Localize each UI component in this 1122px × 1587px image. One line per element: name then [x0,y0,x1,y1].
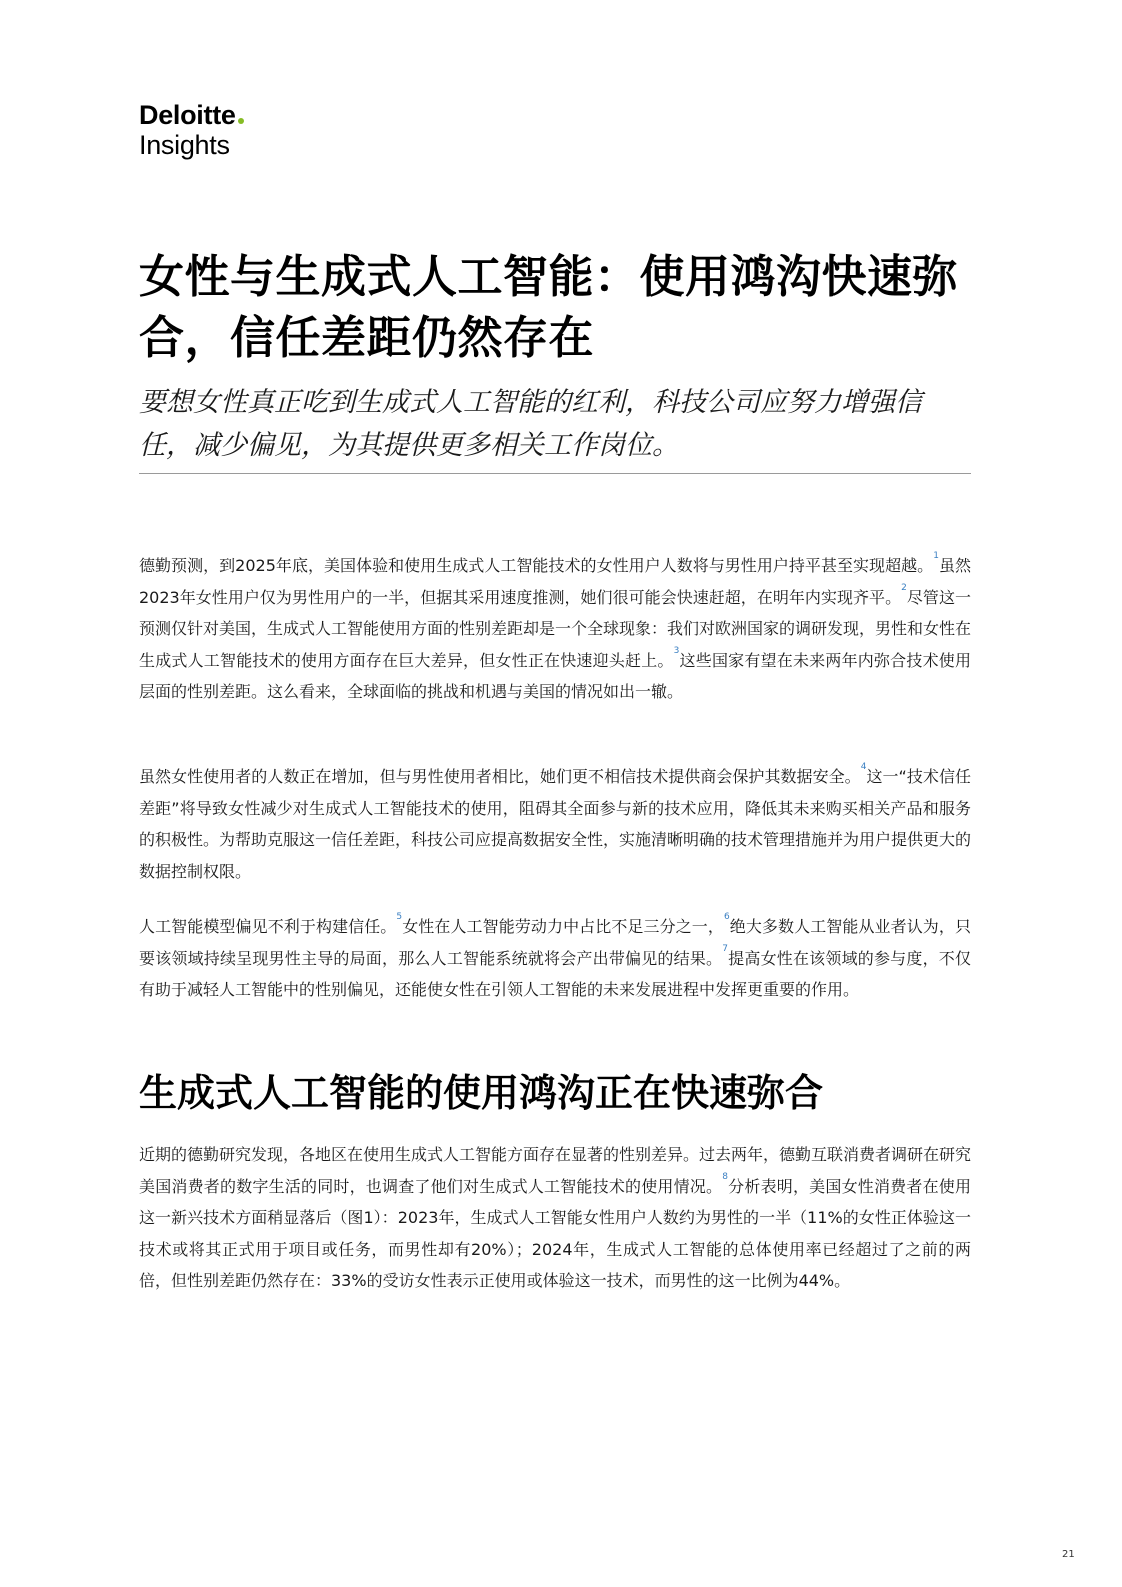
paragraph-text: 女性在人工智能劳动力中占比不足三分之一， [402,917,724,936]
body-paragraph-2 [139,761,971,887]
page-number: 21 [1062,1549,1075,1560]
paragraph-text: 人工智能模型偏见不利于构建信任。 [139,917,397,936]
article-title: 女性与生成式人工智能：使用鸿沟快速弥合，信任差距仍然存在 [139,250,959,364]
paragraph-text: 提高女性在该领域的参与度，不仅有助于减轻人工智能中的性别偏见，还能使女性在引领人工智能的未来发展进程中发挥更重要的作用。 [139,948,971,999]
logo-brand-text: Deloitte [139,100,236,130]
paragraph-text: 绝大多数人工智能从业者认为，只要该领域持续呈现男性主导的局面，那么人工智能系统就将会产出带偏见的结果。 [139,917,971,968]
footnote-ref-6[interactable]: 6 [723,912,730,922]
paragraph-text: 德勤预测，到2025年底，美国体验和使用生成式人工智能技术的女性用户人数将与男性用户持平甚至实现超越。 [139,556,934,575]
paragraph-text: 虽然女性使用者的人数正在增加，但与男性使用者相比，她们更不相信技术提供商会保护其数据安全。 [139,767,861,786]
section-heading: 生成式人工智能的使用鸿沟正在快速弥合 [139,1071,824,1115]
footnote-ref-4[interactable]: 4 [860,762,867,772]
footnote-ref-7[interactable]: 7 [722,943,728,954]
footnote-ref-5[interactable]: 5 [396,912,403,922]
footnote-ref-8[interactable]: 8 [722,1171,728,1182]
body-paragraph-3 [139,911,971,1006]
paragraph-text: 分析表明，美国女性消费者在使用这一新兴技术方面稍显落后（图1）：2023年，生成式人工智能女性用户人数约为男性的一半（11%的女性正体验这一技术或将其正式用于项目或任务，而男性却有20%）；2024年，生成式人工智能的总体使用率已经超过了之前的两倍，但性别差距仍然存在：33%的受访女性表示正使用或体验这一技术，而男性的这一比例为44%。 [139,1176,971,1290]
paragraph-text: 尽管这一预测仅针对美国，生成式人工智能使用方面的性别差距却是一个全球现象：我们对欧洲国家的调研发现，男性和女性在生成式人工智能技术的使用方面存在巨大差异，但女性正在快速迎头赶上。 [139,587,972,670]
body-paragraph-1 [139,550,971,708]
footnote-ref-1[interactable]: 1 [933,551,939,561]
footnote-ref-3[interactable]: 3 [673,645,680,656]
paragraph-text: 虽然2023年女性用户仅为男性用户的一半，但据其采用速度推测，她们很可能会快速赶超，在明年内实现齐平。 [139,556,971,607]
paragraph-text: 这些国家有望在未来两年内弥合技术使用层面的性别差距。这么看来，全球面临的挑战和机遇与美国的情况如出一辙。 [139,650,971,701]
paragraph-text: 这一“技术信任差距”将导致女性减少对生成式人工智能技术的使用，阻碍其全面参与新的技术应用，降低其未来购买相关产品和服务的积极性。为帮助克服这一信任差距，科技公司应提高数据安全性，实施清晰明确的技术管理措施并为用户提供更大的数据控制权限。 [139,767,972,881]
logo-green-dot [238,118,244,124]
paragraph-text: 近期的德勤研究发现，各地区在使用生成式人工智能方面存在显著的性别差异。过去两年，德勤互联消费者调研在研究美国消费者的数字生活的同时，也调查了他们对生成式人工智能技术的使用情况。 [139,1145,972,1196]
logo-sub-text: Insights [139,130,230,160]
deloitte-insights-logo [139,100,244,160]
footnote-ref-2[interactable]: 2 [901,582,907,593]
article-subtitle: 要想女性真正吃到生成式人工智能的红利，科技公司应努力增强信任，减少偏见，为其提供更多相关工作岗位。 [139,387,922,461]
body-paragraph-4 [139,1139,971,1297]
title-divider [139,473,971,474]
